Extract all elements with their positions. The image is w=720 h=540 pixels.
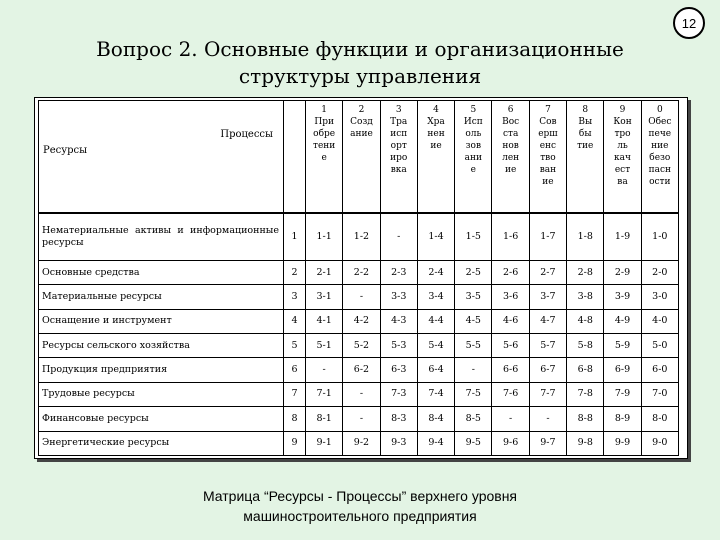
process-column-6: 6 Вос ста нов лен ие: [492, 101, 529, 213]
table-row: [39, 309, 679, 333]
resource-index: 5: [284, 334, 306, 358]
page-number-badge: 12: [673, 7, 705, 39]
matrix-cell: 3-8: [567, 285, 604, 309]
matrix-cell: 1-4: [417, 213, 454, 261]
matrix-cell: 1-5: [455, 213, 492, 261]
process-column-3: 3 Тра исп орт иро вка: [380, 101, 417, 213]
matrix-cell: 5-6: [492, 334, 529, 358]
resource-name: Продукция предприятия: [39, 358, 284, 382]
matrix-cell: 1-1: [306, 213, 343, 261]
matrix-cell: 5-5: [455, 334, 492, 358]
matrix-cell: -: [343, 382, 380, 406]
matrix-cell: 5-2: [343, 334, 380, 358]
table-row: [39, 285, 679, 309]
matrix-cell: 4-4: [417, 309, 454, 333]
process-column-8: 8 Вы бы тие: [567, 101, 604, 213]
resource-index: 8: [284, 407, 306, 431]
matrix-cell: 3-3: [380, 285, 417, 309]
matrix-cell: 4-8: [567, 309, 604, 333]
matrix-cell: 2-7: [529, 260, 566, 284]
resource-name: Ресурсы сельского хозяйства: [39, 334, 284, 358]
matrix-cell: 6-9: [604, 358, 641, 382]
matrix-cell: 4-9: [604, 309, 641, 333]
table-row: [39, 431, 679, 455]
matrix-cell: 5-0: [641, 334, 678, 358]
matrix-cell: 4-3: [380, 309, 417, 333]
resource-name: Финансовые ресурсы: [39, 407, 284, 431]
matrix-cell: 2-5: [455, 260, 492, 284]
process-column-9: 9 Кон тро ль кач ест ва: [604, 101, 641, 213]
matrix-cell: -: [529, 407, 566, 431]
matrix-cell: -: [492, 407, 529, 431]
caption-line-1: Матрица “Ресурсы - Процессы” верхнего уровня: [202, 488, 518, 504]
matrix-cell: 7-9: [604, 382, 641, 406]
resource-name: Трудовые ресурсы: [39, 382, 284, 406]
matrix-cell: 5-3: [380, 334, 417, 358]
matrix-cell: 8-0: [641, 407, 678, 431]
resource-index: 6: [284, 358, 306, 382]
matrix-cell: 2-9: [604, 260, 641, 284]
matrix-cell: -: [343, 285, 380, 309]
title-line-2: структуры управления: [238, 64, 482, 88]
matrix-cell: 7-3: [380, 382, 417, 406]
matrix-cell: 6-6: [492, 358, 529, 382]
table-row: [39, 213, 679, 261]
matrix-cell: 7-4: [417, 382, 454, 406]
matrix-cell: 3-6: [492, 285, 529, 309]
matrix-cell: 9-9: [604, 431, 641, 455]
resource-index: 1: [284, 213, 306, 261]
matrix-cell: 5-8: [567, 334, 604, 358]
matrix-cell: 2-6: [492, 260, 529, 284]
matrix-cell: 2-1: [306, 260, 343, 284]
table-row: [39, 260, 679, 284]
matrix-cell: 5-9: [604, 334, 641, 358]
corner-header: [39, 101, 284, 213]
process-column-7: 7 Сов ерш енс тво ван ие: [529, 101, 566, 213]
matrix-cell: 9-0: [641, 431, 678, 455]
matrix-cell: 3-9: [604, 285, 641, 309]
title-line-1: Вопрос 2. Основные функции и организационные: [96, 37, 624, 61]
matrix-cell: 8-9: [604, 407, 641, 431]
processes-axis-label: Процессы: [220, 129, 273, 140]
matrix-cell: 7-5: [455, 382, 492, 406]
matrix-cell: 3-4: [417, 285, 454, 309]
resource-index: 9: [284, 431, 306, 455]
matrix-cell: 9-3: [380, 431, 417, 455]
matrix-cell: 3-1: [306, 285, 343, 309]
table-row: [39, 334, 679, 358]
matrix-cell: 4-0: [641, 309, 678, 333]
matrix-body: [39, 213, 679, 456]
caption-line-2: машиностроительного предприятия: [243, 508, 477, 524]
slide-title: [40, 36, 680, 90]
matrix-cell: 6-7: [529, 358, 566, 382]
matrix-cell: 5-7: [529, 334, 566, 358]
table-row: [39, 382, 679, 406]
matrix-cell: 8-4: [417, 407, 454, 431]
matrix-cell: 8-8: [567, 407, 604, 431]
process-column-4: 4 Хра нен ие: [417, 101, 454, 213]
resource-name: Нематериальные активы и информационные ресурсы: [39, 213, 284, 261]
resources-processes-matrix: [34, 97, 688, 459]
matrix-cell: 2-3: [380, 260, 417, 284]
matrix-cell: 5-4: [417, 334, 454, 358]
matrix-cell: 2-0: [641, 260, 678, 284]
matrix-cell: 1-0: [641, 213, 678, 261]
process-column-1: 1 При обре тени е: [306, 101, 343, 213]
matrix-cell: 2-8: [567, 260, 604, 284]
matrix-cell: 9-1: [306, 431, 343, 455]
resource-index: 3: [284, 285, 306, 309]
matrix-cell: 7-1: [306, 382, 343, 406]
process-column-0: 0 Обес пече ние безо пасн ости: [641, 101, 678, 213]
matrix-cell: -: [380, 213, 417, 261]
resource-name: Основные средства: [39, 260, 284, 284]
matrix-cell: 9-6: [492, 431, 529, 455]
matrix-cell: 4-7: [529, 309, 566, 333]
matrix-cell: 4-6: [492, 309, 529, 333]
matrix-cell: 4-2: [343, 309, 380, 333]
matrix-cell: 6-3: [380, 358, 417, 382]
matrix-cell: 2-2: [343, 260, 380, 284]
matrix-cell: 4-5: [455, 309, 492, 333]
resource-name: Энергетические ресурсы: [39, 431, 284, 455]
matrix-cell: 6-2: [343, 358, 380, 382]
matrix-cell: 9-4: [417, 431, 454, 455]
matrix-cell: 3-7: [529, 285, 566, 309]
resource-index: 7: [284, 382, 306, 406]
matrix-cell: -: [343, 407, 380, 431]
matrix-cell: 7-0: [641, 382, 678, 406]
matrix-caption: [150, 486, 570, 526]
matrix-cell: 8-5: [455, 407, 492, 431]
matrix-cell: 9-5: [455, 431, 492, 455]
process-column-5: 5 Исп оль зов ани е: [455, 101, 492, 213]
matrix-cell: -: [306, 358, 343, 382]
table-row: [39, 358, 679, 382]
matrix-cell: 1-8: [567, 213, 604, 261]
matrix-cell: 6-4: [417, 358, 454, 382]
matrix-cell: 1-6: [492, 213, 529, 261]
resource-index: 4: [284, 309, 306, 333]
resource-name: Оснащение и инструмент: [39, 309, 284, 333]
matrix-cell: 2-4: [417, 260, 454, 284]
matrix-cell: 9-2: [343, 431, 380, 455]
matrix-cell: 8-1: [306, 407, 343, 431]
matrix-cell: 3-0: [641, 285, 678, 309]
matrix-cell: 7-7: [529, 382, 566, 406]
matrix-cell: 1-7: [529, 213, 566, 261]
resource-name: Материальные ресурсы: [39, 285, 284, 309]
matrix-table: [38, 100, 679, 456]
matrix-cell: 5-1: [306, 334, 343, 358]
index-column-header: [284, 101, 306, 213]
matrix-cell: 6-0: [641, 358, 678, 382]
matrix-cell: 9-8: [567, 431, 604, 455]
matrix-cell: 1-9: [604, 213, 641, 261]
resource-index: 2: [284, 260, 306, 284]
table-row: [39, 407, 679, 431]
matrix-cell: 6-8: [567, 358, 604, 382]
matrix-cell: 7-6: [492, 382, 529, 406]
matrix-cell: 9-7: [529, 431, 566, 455]
resources-axis-label: Ресурсы: [43, 145, 88, 156]
process-column-2: 2 Созд ание: [343, 101, 380, 213]
matrix-cell: 8-3: [380, 407, 417, 431]
matrix-cell: -: [455, 358, 492, 382]
matrix-cell: 1-2: [343, 213, 380, 261]
matrix-cell: 4-1: [306, 309, 343, 333]
matrix-cell: 3-5: [455, 285, 492, 309]
matrix-cell: 7-8: [567, 382, 604, 406]
